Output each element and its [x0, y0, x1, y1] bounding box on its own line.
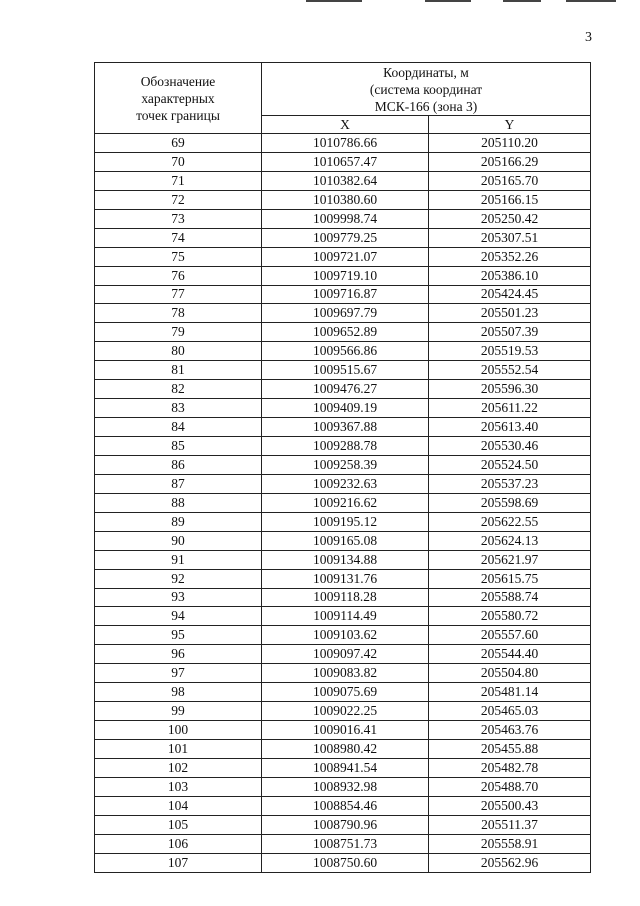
x-coordinate-cell: 1008932.98: [262, 777, 429, 796]
table-row: [95, 702, 591, 721]
x-coordinate-cell: 1009288.78: [262, 437, 429, 456]
y-coordinate-cell: 205562.96: [429, 853, 591, 872]
y-coordinate-cell: 205588.74: [429, 588, 591, 607]
y-coordinate-cell: 205488.70: [429, 777, 591, 796]
point-number-cell: 88: [95, 493, 262, 512]
table-row: [95, 228, 591, 247]
y-coordinate-cell: 205524.50: [429, 455, 591, 474]
table-row: [95, 796, 591, 815]
table-row: [95, 588, 591, 607]
x-coordinate-cell: 1009103.62: [262, 626, 429, 645]
table-row: [95, 437, 591, 456]
y-coordinate-cell: 205465.03: [429, 702, 591, 721]
y-coordinate-cell: 205481.14: [429, 683, 591, 702]
point-number-cell: 85: [95, 437, 262, 456]
y-coordinate-cell: 205622.55: [429, 512, 591, 531]
table-row: [95, 285, 591, 304]
point-number-cell: 76: [95, 266, 262, 285]
point-number-cell: 84: [95, 418, 262, 437]
y-coordinate-cell: 205530.46: [429, 437, 591, 456]
point-number-cell: 87: [95, 474, 262, 493]
point-number-cell: 100: [95, 721, 262, 740]
y-coordinate-cell: 205598.69: [429, 493, 591, 512]
point-number-cell: 93: [95, 588, 262, 607]
top-edge-marks: [0, 0, 640, 4]
x-coordinate-cell: 1009998.74: [262, 209, 429, 228]
x-coordinate-cell: 1010382.64: [262, 171, 429, 190]
table-row: [95, 758, 591, 777]
y-coordinate-cell: 205500.43: [429, 796, 591, 815]
header-point-line: точек границы: [136, 107, 220, 123]
top-mark: [503, 0, 541, 2]
x-coordinate-cell: 1009131.76: [262, 569, 429, 588]
x-coordinate-cell: 1008980.42: [262, 740, 429, 759]
y-coordinate-cell: 205424.45: [429, 285, 591, 304]
x-coordinate-cell: 1009697.79: [262, 304, 429, 323]
point-number-cell: 98: [95, 683, 262, 702]
table-header: [95, 63, 591, 134]
x-coordinate-cell: 1009118.28: [262, 588, 429, 607]
y-coordinate-cell: 205621.97: [429, 550, 591, 569]
point-number-cell: 92: [95, 569, 262, 588]
point-number-cell: 75: [95, 247, 262, 266]
y-coordinate-cell: 205463.76: [429, 721, 591, 740]
table-row: [95, 815, 591, 834]
point-number-cell: 82: [95, 380, 262, 399]
y-coordinate-cell: 205537.23: [429, 474, 591, 493]
table-row: [95, 304, 591, 323]
table-body: [95, 134, 591, 873]
y-coordinate-cell: 205307.51: [429, 228, 591, 247]
header-point-line: Обозначение: [140, 73, 216, 89]
x-coordinate-cell: 1008790.96: [262, 815, 429, 834]
table-row: [95, 607, 591, 626]
point-number-cell: 69: [95, 134, 262, 153]
y-coordinate-cell: 205352.26: [429, 247, 591, 266]
point-number-cell: 78: [95, 304, 262, 323]
x-coordinate-cell: 1008854.46: [262, 796, 429, 815]
table-row: [95, 569, 591, 588]
point-number-cell: 105: [95, 815, 262, 834]
point-number-cell: 73: [95, 209, 262, 228]
table-row: [95, 152, 591, 171]
y-coordinate-cell: 205519.53: [429, 342, 591, 361]
table-row: [95, 683, 591, 702]
x-coordinate-cell: 1009114.49: [262, 607, 429, 626]
point-number-cell: 72: [95, 190, 262, 209]
point-number-cell: 70: [95, 152, 262, 171]
point-number-cell: 94: [95, 607, 262, 626]
table-row: [95, 493, 591, 512]
point-number-cell: 102: [95, 758, 262, 777]
x-coordinate-cell: 1010380.60: [262, 190, 429, 209]
y-coordinate-cell: 205250.42: [429, 209, 591, 228]
y-coordinate-cell: 205615.75: [429, 569, 591, 588]
x-coordinate-cell: 1008751.73: [262, 834, 429, 853]
table-row: [95, 645, 591, 664]
point-number-cell: 106: [95, 834, 262, 853]
point-number-cell: 99: [95, 702, 262, 721]
x-coordinate-cell: 1009367.88: [262, 418, 429, 437]
table-row: [95, 418, 591, 437]
x-coordinate-cell: 1009566.86: [262, 342, 429, 361]
header-coordinates-line: МСК-166 (зона 3): [374, 98, 478, 114]
x-coordinate-cell: 1008750.60: [262, 853, 429, 872]
x-coordinate-cell: 1010786.66: [262, 134, 429, 153]
y-coordinate-cell: 205110.20: [429, 134, 591, 153]
x-coordinate-cell: 1009022.25: [262, 702, 429, 721]
point-number-cell: 90: [95, 531, 262, 550]
y-coordinate-cell: 205557.60: [429, 626, 591, 645]
x-coordinate-cell: 1009216.62: [262, 493, 429, 512]
header-point-designation: [95, 63, 262, 134]
header-row: [95, 63, 591, 116]
header-x: X: [262, 116, 429, 134]
y-coordinate-cell: 205552.54: [429, 361, 591, 380]
header-point-line: характерных: [141, 90, 215, 106]
table-row: [95, 399, 591, 418]
table-row: [95, 171, 591, 190]
point-number-cell: 107: [95, 853, 262, 872]
table-row: [95, 664, 591, 683]
page-number: 3: [585, 30, 592, 45]
x-coordinate-cell: 1009232.63: [262, 474, 429, 493]
x-coordinate-cell: 1009195.12: [262, 512, 429, 531]
y-coordinate-cell: 205386.10: [429, 266, 591, 285]
y-coordinate-cell: 205580.72: [429, 607, 591, 626]
table-row: [95, 474, 591, 493]
y-coordinate-cell: 205596.30: [429, 380, 591, 399]
top-mark: [425, 0, 471, 2]
y-coordinate-cell: 205544.40: [429, 645, 591, 664]
x-coordinate-cell: 1009134.88: [262, 550, 429, 569]
y-coordinate-cell: 205482.78: [429, 758, 591, 777]
table-row: [95, 834, 591, 853]
table-row: [95, 626, 591, 645]
point-number-cell: 71: [95, 171, 262, 190]
table-row: [95, 247, 591, 266]
y-coordinate-cell: 205507.39: [429, 323, 591, 342]
point-number-cell: 104: [95, 796, 262, 815]
y-coordinate-cell: 205611.22: [429, 399, 591, 418]
x-coordinate-cell: 1009515.67: [262, 361, 429, 380]
y-coordinate-cell: 205455.88: [429, 740, 591, 759]
table-row: [95, 853, 591, 872]
table-row: [95, 721, 591, 740]
x-coordinate-cell: 1009409.19: [262, 399, 429, 418]
point-number-cell: 96: [95, 645, 262, 664]
x-coordinate-cell: 1009476.27: [262, 380, 429, 399]
x-coordinate-cell: 1009165.08: [262, 531, 429, 550]
x-coordinate-cell: 1009652.89: [262, 323, 429, 342]
table-row: [95, 361, 591, 380]
y-coordinate-cell: 205165.70: [429, 171, 591, 190]
table-row: [95, 740, 591, 759]
point-number-cell: 91: [95, 550, 262, 569]
table-row: [95, 380, 591, 399]
top-mark: [566, 0, 616, 2]
table-row: [95, 266, 591, 285]
point-number-cell: 83: [95, 399, 262, 418]
x-coordinate-cell: 1009016.41: [262, 721, 429, 740]
y-coordinate-cell: 205613.40: [429, 418, 591, 437]
point-number-cell: 86: [95, 455, 262, 474]
x-coordinate-cell: 1009716.87: [262, 285, 429, 304]
point-number-cell: 95: [95, 626, 262, 645]
y-coordinate-cell: 205624.13: [429, 531, 591, 550]
y-coordinate-cell: 205504.80: [429, 664, 591, 683]
table-row: [95, 323, 591, 342]
x-coordinate-cell: 1009779.25: [262, 228, 429, 247]
x-coordinate-cell: 1008941.54: [262, 758, 429, 777]
y-coordinate-cell: 205166.15: [429, 190, 591, 209]
y-coordinate-cell: 205558.91: [429, 834, 591, 853]
header-coordinates-line: (система координат: [369, 81, 483, 97]
x-coordinate-cell: 1009258.39: [262, 455, 429, 474]
y-coordinate-cell: 205501.23: [429, 304, 591, 323]
header-y: Y: [429, 116, 591, 134]
header-coordinates-line: Координаты, м: [383, 64, 469, 80]
point-number-cell: 97: [95, 664, 262, 683]
x-coordinate-cell: 1009719.10: [262, 266, 429, 285]
point-number-cell: 101: [95, 740, 262, 759]
point-number-cell: 81: [95, 361, 262, 380]
table-row: [95, 342, 591, 361]
point-number-cell: 89: [95, 512, 262, 531]
x-coordinate-cell: 1009097.42: [262, 645, 429, 664]
y-coordinate-cell: 205511.37: [429, 815, 591, 834]
table-row: [95, 550, 591, 569]
x-coordinate-cell: 1009083.82: [262, 664, 429, 683]
table-row: [95, 531, 591, 550]
y-coordinate-cell: 205166.29: [429, 152, 591, 171]
table-row: [95, 777, 591, 796]
point-number-cell: 74: [95, 228, 262, 247]
table-row: [95, 455, 591, 474]
x-coordinate-cell: 1009075.69: [262, 683, 429, 702]
point-number-cell: 77: [95, 285, 262, 304]
point-number-cell: 103: [95, 777, 262, 796]
table-row: [95, 209, 591, 228]
header-coordinates: [262, 63, 591, 116]
point-number-cell: 79: [95, 323, 262, 342]
table-row: [95, 190, 591, 209]
point-number-cell: 80: [95, 342, 262, 361]
x-coordinate-cell: 1009721.07: [262, 247, 429, 266]
x-coordinate-cell: 1010657.47: [262, 152, 429, 171]
coordinates-table: [94, 62, 591, 873]
top-mark: [306, 0, 362, 2]
table-row: [95, 134, 591, 153]
table-row: [95, 512, 591, 531]
